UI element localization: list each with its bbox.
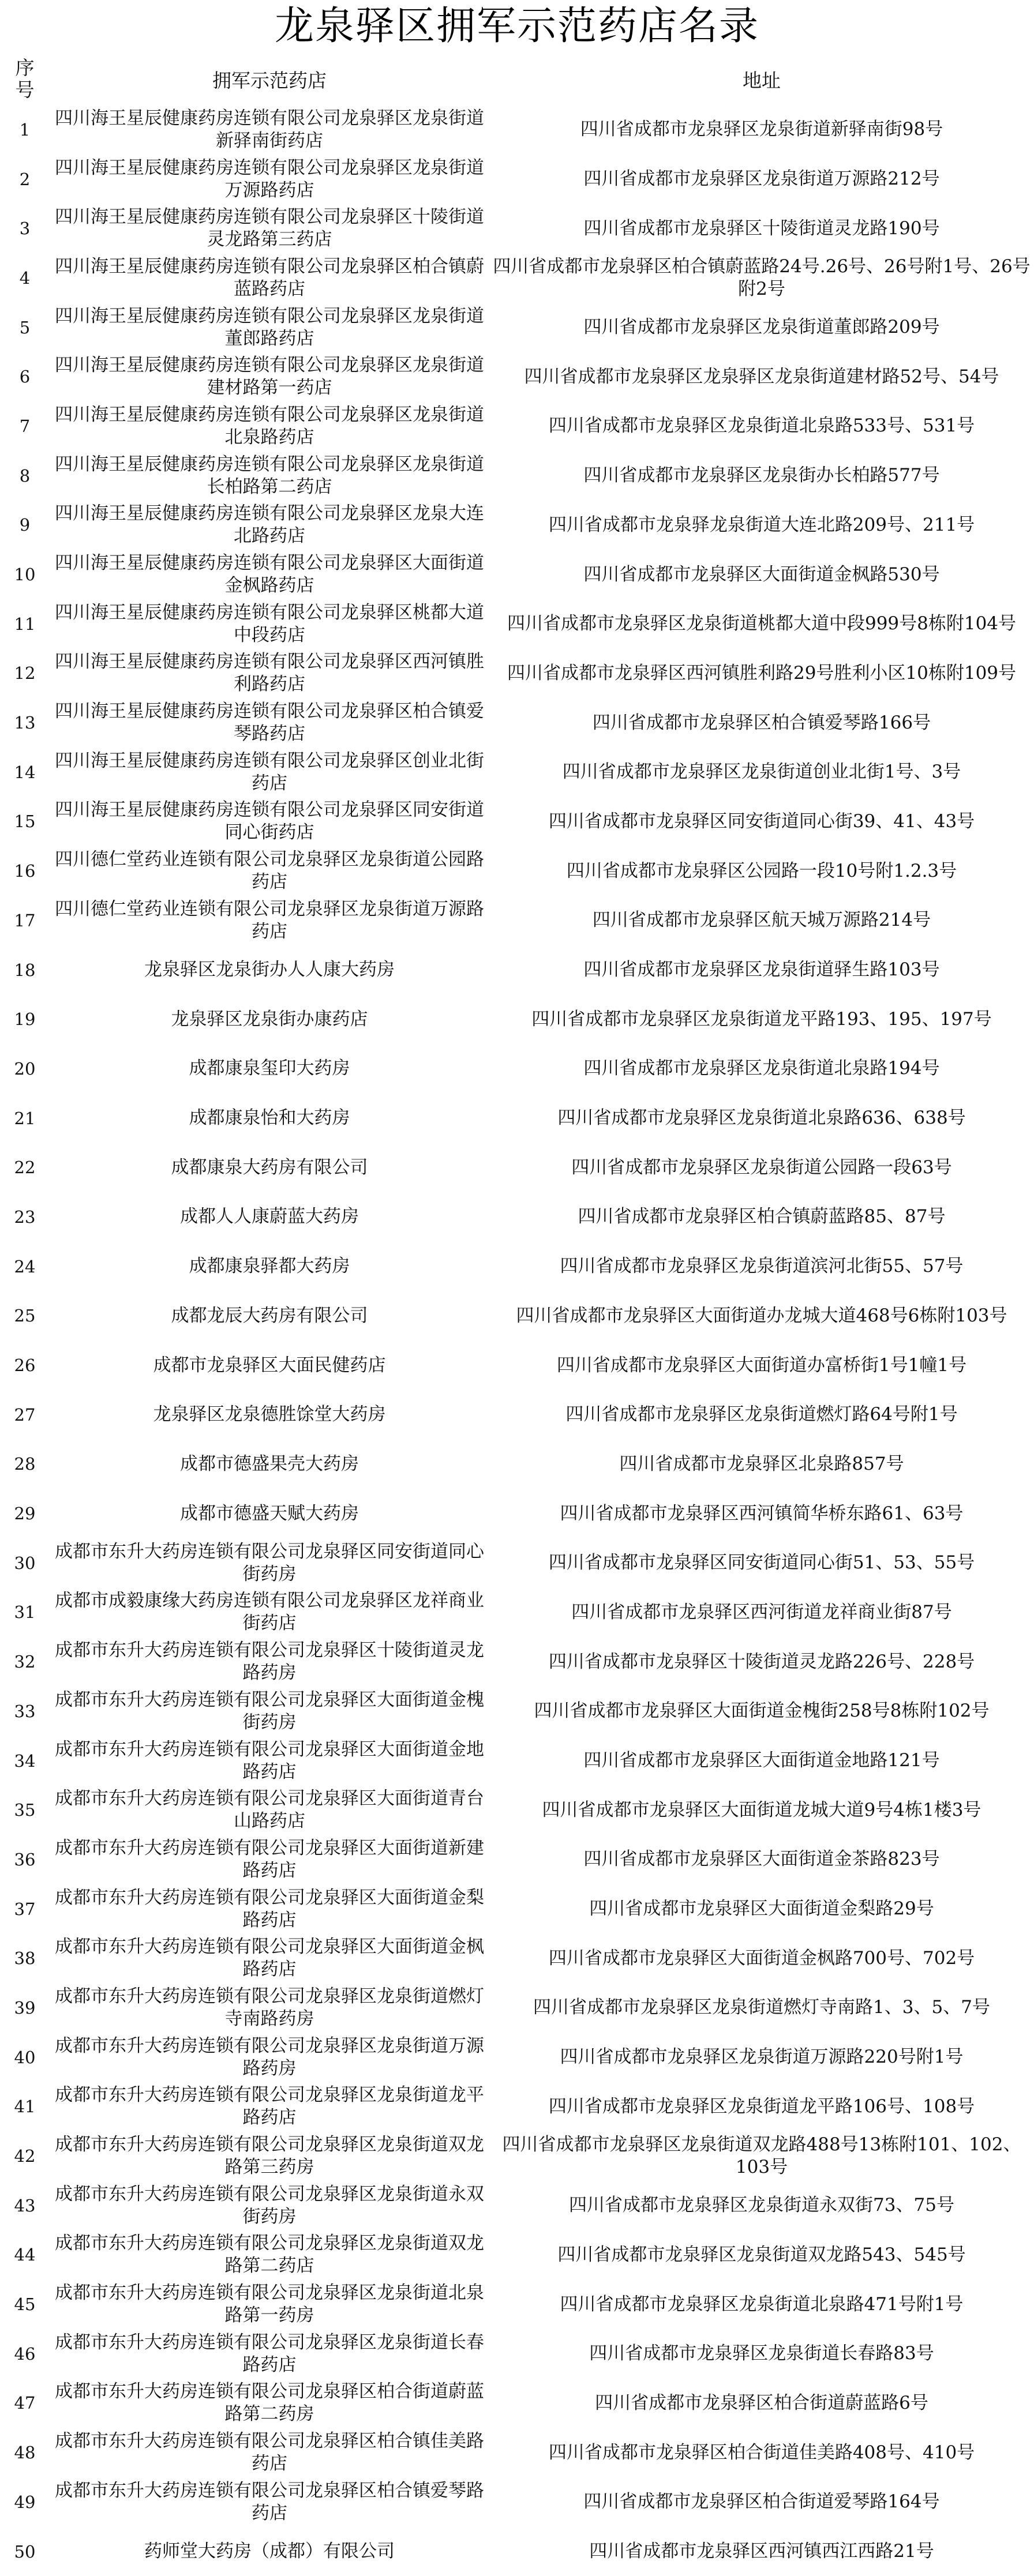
pharmacy-name: 四川海王星辰健康药房连锁有限公司龙泉驿区柏合镇蔚蓝路药店	[55, 256, 484, 299]
table-row	[0, 1983, 1034, 2033]
pharmacy-name: 成都市东升大药房连锁有限公司龙泉驿区柏合街道蔚蓝路第二药房	[55, 2381, 484, 2425]
pharmacy-name: 成都市德盛天赋大药房	[180, 1503, 359, 1524]
pharmacy-name: 四川海王星辰健康药房连锁有限公司龙泉驿区柏合镇爱琴路药店	[55, 701, 484, 745]
pharmacy-address: 四川省成都市龙泉驿龙泉街道大连北路209号、211号	[548, 514, 975, 535]
table-row	[0, 501, 1034, 550]
pharmacy-name: 成都市东升大药房连锁有限公司龙泉驿区龙泉街道永双街药房	[55, 2183, 484, 2227]
table-row	[0, 1094, 1034, 1143]
table-row	[0, 253, 1034, 303]
row-number: 44	[14, 2245, 36, 2265]
row-number: 11	[14, 614, 36, 634]
pharmacy-address: 四川省成都市龙泉驿区柏合街道爱琴路164号	[583, 2491, 940, 2513]
pharmacy-name: 成都市东升大药房连锁有限公司龙泉驿区龙泉街道万源路药房	[55, 2035, 484, 2079]
pharmacy-address: 四川省成都市龙泉驿区龙泉街道长春路83号	[589, 2343, 934, 2364]
pharmacy-name: 四川海王星辰健康药房连锁有限公司龙泉驿区西河镇胜利路药店	[55, 651, 484, 695]
pharmacy-name: 四川海王星辰健康药房连锁有限公司龙泉驿区龙泉大连北路药店	[55, 503, 484, 547]
row-number: 3	[19, 219, 31, 239]
pharmacy-address: 四川省成都市龙泉驿区龙泉街道万源路212号	[583, 168, 940, 190]
row-number: 22	[14, 1158, 36, 1178]
pharmacy-address: 四川省成都市龙泉驿区龙泉街道新驿南街98号	[580, 119, 943, 140]
pharmacy-address: 四川省成都市龙泉驿区柏合镇爱琴路166号	[592, 712, 931, 733]
header-addr: 地址	[743, 69, 781, 92]
row-number: 30	[14, 1553, 36, 1573]
table-row	[0, 1143, 1034, 1192]
pharmacy-address: 四川省成都市龙泉驿区十陵街道灵龙路190号	[583, 217, 940, 239]
pharmacy-name: 四川海王星辰健康药房连锁有限公司龙泉驿区龙泉街道长柏路第二药店	[55, 453, 484, 497]
row-number: 27	[14, 1405, 36, 1425]
pharmacy-name: 成都市东升大药房连锁有限公司龙泉驿区同安街道同心街药房	[55, 1541, 484, 1584]
row-number: 23	[14, 1207, 36, 1227]
row-number: 2	[19, 169, 31, 189]
row-number: 49	[14, 2492, 36, 2512]
pharmacy-address: 四川省成都市龙泉驿区柏合镇蔚蓝路24号.26号、26号附1号、26号附2号	[493, 256, 1031, 299]
pharmacy-name: 成都康泉驿都大药房	[189, 1256, 350, 1277]
row-number: 37	[14, 1899, 36, 1919]
row-number: 5	[19, 317, 31, 337]
table-row	[0, 748, 1034, 797]
table-row	[0, 1835, 1034, 1884]
row-number: 8	[19, 465, 31, 486]
pharmacy-name: 成都市德盛果壳大药房	[180, 1453, 359, 1474]
pharmacy-address: 四川省成都市龙泉驿区航天城万源路214号	[592, 910, 931, 931]
table-row	[0, 2329, 1034, 2379]
pharmacy-address: 四川省成都市龙泉驿区大面街道金梨路29号	[589, 1898, 934, 1920]
page-title: 龙泉驿区拥军示范药店名录	[274, 3, 759, 49]
table-row	[0, 1933, 1034, 1983]
table-row	[0, 2428, 1034, 2477]
table-row	[0, 401, 1034, 451]
row-number: 13	[14, 713, 36, 733]
table-row	[0, 2181, 1034, 2230]
pharmacy-name: 成都市东升大药房连锁有限公司龙泉驿区柏合镇爱琴路药店	[55, 2480, 484, 2524]
row-number: 42	[14, 2146, 36, 2166]
pharmacy-address: 四川省成都市龙泉驿区大面街道金地路121号	[583, 1750, 940, 1771]
row-number: 21	[14, 1108, 36, 1128]
pharmacy-address: 四川省成都市龙泉驿区大面街道办龙城大道468号6栋附103号	[516, 1305, 1007, 1326]
pharmacy-name: 四川德仁堂药业连锁有限公司龙泉驿区龙泉街道万源路药店	[55, 898, 484, 942]
pharmacy-address: 四川省成都市龙泉驿区龙泉街道桃都大道中段999号8栋附104号	[507, 613, 1017, 634]
row-number: 1	[19, 119, 31, 140]
pharmacy-address: 四川省成都市龙泉驿区龙泉街道创业北街1号、3号	[562, 761, 961, 783]
table-row	[0, 1736, 1034, 1786]
header-no-line1: 序	[15, 57, 35, 79]
table-row	[0, 451, 1034, 501]
table-row	[0, 2131, 1034, 2181]
table-row	[0, 1291, 1034, 1341]
pharmacy-address: 四川省成都市龙泉驿区龙泉街道北泉路533号、531号	[548, 415, 975, 437]
row-number: 6	[19, 367, 31, 387]
pharmacy-name: 成都市东升大药房连锁有限公司龙泉驿区大面街道金枫路药店	[55, 1936, 484, 1980]
row-number: 19	[14, 1009, 36, 1030]
row-number: 39	[14, 1997, 36, 2018]
pharmacy-name: 四川海王星辰健康药房连锁有限公司龙泉驿区桃都大道中段药店	[55, 602, 484, 645]
header-no	[0, 57, 50, 101]
pharmacy-name: 成都市东升大药房连锁有限公司龙泉驿区大面街道金地路药店	[55, 1738, 484, 1782]
pharmacy-address: 四川省成都市龙泉驿区龙泉街道双龙路543、545号	[557, 2244, 966, 2265]
row-number: 25	[14, 1306, 36, 1326]
pharmacy-address: 四川省成都市龙泉驿区龙泉街道滨河北街55、57号	[560, 1256, 964, 1277]
pharmacy-name: 四川海王星辰健康药房连锁有限公司龙泉驿区龙泉街道万源路药店	[55, 157, 484, 201]
pharmacy-name: 四川海王星辰健康药房连锁有限公司龙泉驿区同安街道同心街药店	[55, 799, 484, 843]
pharmacy-name: 成都市东升大药房连锁有限公司龙泉驿区龙泉街道双龙路第三药房	[55, 2134, 484, 2178]
pharmacy-address: 四川省成都市龙泉驿区大面街道金枫路700号、702号	[548, 1947, 975, 1969]
table-row	[0, 1340, 1034, 1390]
table-row	[0, 649, 1034, 699]
pharmacy-address: 四川省成都市龙泉驿区龙泉街道北泉路471号附1号	[560, 2293, 964, 2315]
table-row	[0, 2379, 1034, 2428]
pharmacy-name: 四川海王星辰健康药房连锁有限公司龙泉驿区龙泉街道北泉路药店	[55, 404, 484, 448]
pharmacy-name: 成都康泉大药房有限公司	[171, 1156, 368, 1178]
pharmacy-address: 四川省成都市龙泉驿区同安街道同心街51、53、55号	[548, 1552, 975, 1574]
row-number: 36	[14, 1849, 36, 1869]
pharmacy-address: 四川省成都市龙泉驿区龙泉街道双龙路488号13栋附101、102、103号	[502, 2134, 1021, 2178]
row-number: 41	[14, 2097, 36, 2117]
pharmacy-name: 成都人人康蔚蓝大药房	[180, 1206, 359, 1227]
table-row	[0, 2280, 1034, 2329]
table-row	[0, 1489, 1034, 1538]
row-number: 43	[14, 2195, 36, 2215]
pharmacy-address: 四川省成都市龙泉驿区龙泉街道燃灯路64号附1号	[565, 1404, 958, 1425]
pharmacy-address: 四川省成都市龙泉驿区龙泉驿区龙泉街道建材路52号、54号	[524, 366, 999, 387]
pharmacy-name: 成都市东升大药房连锁有限公司龙泉驿区十陵街道灵龙路药房	[55, 1640, 484, 1684]
table-row	[0, 2033, 1034, 2082]
pharmacy-address: 四川省成都市龙泉驿区龙泉街道龙平路106号、108号	[548, 2096, 975, 2117]
table-row	[0, 896, 1034, 945]
pharmacy-address: 四川省成都市龙泉驿区大面街道龙城大道9号4栋1楼3号	[542, 1799, 981, 1820]
table-row	[0, 1884, 1034, 1934]
pharmacy-address: 四川省成都市龙泉驿区龙泉街道北泉路194号	[583, 1058, 940, 1079]
pharmacy-address: 四川省成都市龙泉驿区公园路一段10号附1.2.3号	[566, 860, 957, 881]
pharmacy-name: 成都市东升大药房连锁有限公司龙泉驿区大面街道金槐街药房	[55, 1689, 484, 1733]
row-number: 20	[14, 1058, 36, 1079]
table-row	[0, 155, 1034, 204]
row-number: 15	[14, 812, 36, 832]
row-number: 16	[14, 861, 36, 881]
pharmacy-name: 成都市东升大药房连锁有限公司龙泉驿区龙泉街道燃灯寺南路药房	[55, 1985, 484, 2029]
row-number: 7	[19, 416, 31, 436]
pharmacy-address: 四川省成都市龙泉驿区大面街道金槐街258号8栋附102号	[534, 1700, 990, 1722]
table-row	[0, 1242, 1034, 1291]
pharmacy-address: 四川省成都市龙泉驿区龙泉街办长柏路577号	[583, 465, 940, 486]
row-number: 9	[19, 515, 31, 535]
table-row	[0, 1785, 1034, 1835]
table-row	[0, 352, 1034, 401]
pharmacy-address: 四川省成都市龙泉驿区柏合镇蔚蓝路85、87号	[578, 1206, 946, 1227]
pharmacy-address: 四川省成都市龙泉驿区龙泉街道燃灯寺南路1、3、5、7号	[533, 1997, 990, 2018]
row-number: 33	[14, 1701, 36, 1721]
table-row	[0, 797, 1034, 847]
pharmacy-address: 四川省成都市龙泉驿区西河镇简华桥东路61、63号	[560, 1503, 964, 1524]
pharmacy-address: 四川省成都市龙泉驿区龙泉街道北泉路636、638号	[557, 1107, 966, 1129]
pharmacy-address: 四川省成都市龙泉驿区龙泉街道龙平路193、195、197号	[531, 1008, 992, 1030]
pharmacy-address: 四川省成都市龙泉驿区柏合街道蔚蓝路6号	[595, 2392, 928, 2413]
row-number: 47	[14, 2393, 36, 2413]
pharmacy-address: 四川省成都市龙泉驿区十陵街道灵龙路226号、228号	[548, 1651, 975, 1672]
pharmacy-name: 成都龙辰大药房有限公司	[171, 1305, 368, 1326]
pharmacy-name: 成都康泉玺印大药房	[189, 1058, 350, 1079]
table-row	[0, 303, 1034, 352]
table-row	[0, 1687, 1034, 1736]
table-row	[0, 698, 1034, 748]
header-name: 拥军示范药店	[212, 69, 327, 92]
row-number: 14	[14, 762, 36, 782]
pharmacy-address: 四川省成都市龙泉驿区西河街道龙祥商业街87号	[571, 1601, 952, 1623]
pharmacy-address: 四川省成都市龙泉驿区西河镇胜利路29号胜利小区10栋附109号	[507, 662, 1017, 684]
pharmacy-address: 四川省成都市龙泉驿区北泉路857号	[619, 1453, 904, 1474]
pharmacy-name: 成都市东升大药房连锁有限公司龙泉驿区大面街道新建路药店	[55, 1837, 484, 1881]
row-number: 38	[14, 1948, 36, 1969]
pharmacy-address: 四川省成都市龙泉驿区大面街道办富桥街1号1幢1号	[556, 1354, 967, 1376]
table-row	[0, 2082, 1034, 2132]
row-number: 24	[14, 1256, 36, 1276]
pharmacy-address: 四川省成都市龙泉驿区大面街道金茶路823号	[583, 1849, 940, 1870]
table-row	[0, 994, 1034, 1044]
pharmacy-name: 四川德仁堂药业连锁有限公司龙泉驿区龙泉街道公园路药店	[55, 849, 484, 893]
table-row	[0, 550, 1034, 599]
table-row	[0, 945, 1034, 995]
row-number: 26	[14, 1355, 36, 1376]
pharmacy-name: 药师堂大药房（成都）有限公司	[144, 2541, 395, 2562]
row-number: 34	[14, 1751, 36, 1771]
table-row	[0, 105, 1034, 155]
row-number: 50	[14, 2541, 36, 2562]
pharmacy-address: 四川省成都市龙泉驿区西河镇西江西路21号	[589, 2541, 934, 2562]
table-row	[0, 1390, 1034, 1440]
pharmacy-name: 四川海王星辰健康药房连锁有限公司龙泉驿区创业北街药店	[55, 750, 484, 794]
table-row	[0, 2230, 1034, 2280]
pharmacy-name: 四川海王星辰健康药房连锁有限公司龙泉驿区十陵街道灵龙路第三药店	[55, 206, 484, 250]
row-number: 18	[14, 960, 36, 980]
table-row	[0, 846, 1034, 896]
pharmacy-name: 四川海王星辰健康药房连锁有限公司龙泉驿区龙泉街道建材路第一药店	[55, 355, 484, 399]
pharmacy-name: 成都市东升大药房连锁有限公司龙泉驿区大面街道青台山路药店	[55, 1788, 484, 1832]
pharmacy-name: 成都市龙泉驿区大面民健药店	[153, 1354, 386, 1376]
row-number: 4	[19, 268, 31, 288]
pharmacy-address: 四川省成都市龙泉驿区龙泉街道永双街73、75号	[569, 2195, 954, 2216]
pharmacy-name: 四川海王星辰健康药房连锁有限公司龙泉驿区大面街道金枫路药店	[55, 553, 484, 596]
table-row	[0, 1440, 1034, 1489]
pharmacy-name: 成都市东升大药房连锁有限公司龙泉驿区大面街道金梨路药店	[55, 1887, 484, 1931]
pharmacy-address: 四川省成都市龙泉驿区大面街道金枫路530号	[583, 564, 940, 585]
pharmacy-address: 四川省成都市龙泉驿区龙泉街道驿生路103号	[583, 959, 940, 981]
pharmacy-name: 成都康泉怡和大药房	[189, 1107, 350, 1129]
pharmacy-address: 四川省成都市龙泉驿区龙泉街道万源路220号附1号	[560, 2046, 964, 2068]
row-number: 46	[14, 2344, 36, 2364]
pharmacy-address: 四川省成都市龙泉驿区龙泉街道公园路一段63号	[571, 1156, 952, 1178]
row-number: 17	[14, 910, 36, 930]
pharmacy-name: 成都市东升大药房连锁有限公司龙泉驿区龙泉街道长春路药店	[55, 2331, 484, 2375]
pharmacy-name: 成都市成毅康缘大药房连锁有限公司龙泉驿区龙祥商业街药店	[55, 1590, 484, 1634]
pharmacy-name: 龙泉驿区龙泉街办康药店	[171, 1008, 368, 1030]
row-number: 29	[14, 1504, 36, 1524]
header-no-line2: 号	[15, 78, 35, 101]
row-number: 35	[14, 1800, 36, 1820]
pharmacy-name: 成都市东升大药房连锁有限公司龙泉驿区龙泉街道北泉路第一药房	[55, 2282, 484, 2326]
pharmacy-table	[0, 105, 1034, 2576]
table-row	[0, 2477, 1034, 2527]
pharmacy-address: 四川省成都市龙泉驿区同安街道同心街39、41、43号	[548, 810, 975, 832]
row-number: 48	[14, 2443, 36, 2463]
table-row	[0, 1637, 1034, 1687]
table-row	[0, 2527, 1034, 2576]
table-header	[0, 53, 1034, 105]
pharmacy-name: 龙泉驿区龙泉德胜馀堂大药房	[153, 1404, 386, 1425]
table-row	[0, 1588, 1034, 1638]
pharmacy-name: 四川海王星辰健康药房连锁有限公司龙泉驿区龙泉街道董郎路药店	[55, 305, 484, 349]
table-row	[0, 1192, 1034, 1242]
pharmacy-name: 成都市东升大药房连锁有限公司龙泉驿区龙泉街道龙平路药店	[55, 2085, 484, 2128]
pharmacy-name: 成都市东升大药房连锁有限公司龙泉驿区龙泉街道双龙路第二药店	[55, 2233, 484, 2277]
row-number: 28	[14, 1454, 36, 1474]
row-number: 45	[14, 2295, 36, 2315]
row-number: 40	[14, 2047, 36, 2067]
pharmacy-address: 四川省成都市龙泉驿区龙泉街道董郎路209号	[583, 317, 940, 338]
table-row	[0, 204, 1034, 253]
row-number: 32	[14, 1652, 36, 1672]
row-number: 31	[14, 1602, 36, 1623]
table-row	[0, 1538, 1034, 1588]
row-number: 12	[14, 663, 36, 684]
pharmacy-address: 四川省成都市龙泉驿区柏合街道佳美路408号、410号	[548, 2442, 975, 2463]
pharmacy-name: 成都市东升大药房连锁有限公司龙泉驿区柏合镇佳美路药店	[55, 2431, 484, 2474]
table-row	[0, 1044, 1034, 1094]
row-number: 10	[14, 565, 36, 585]
pharmacy-name: 四川海王星辰健康药房连锁有限公司龙泉驿区龙泉街道新驿南街药店	[55, 107, 484, 151]
table-row	[0, 599, 1034, 649]
pharmacy-name: 龙泉驿区龙泉街办人人康大药房	[144, 959, 395, 981]
